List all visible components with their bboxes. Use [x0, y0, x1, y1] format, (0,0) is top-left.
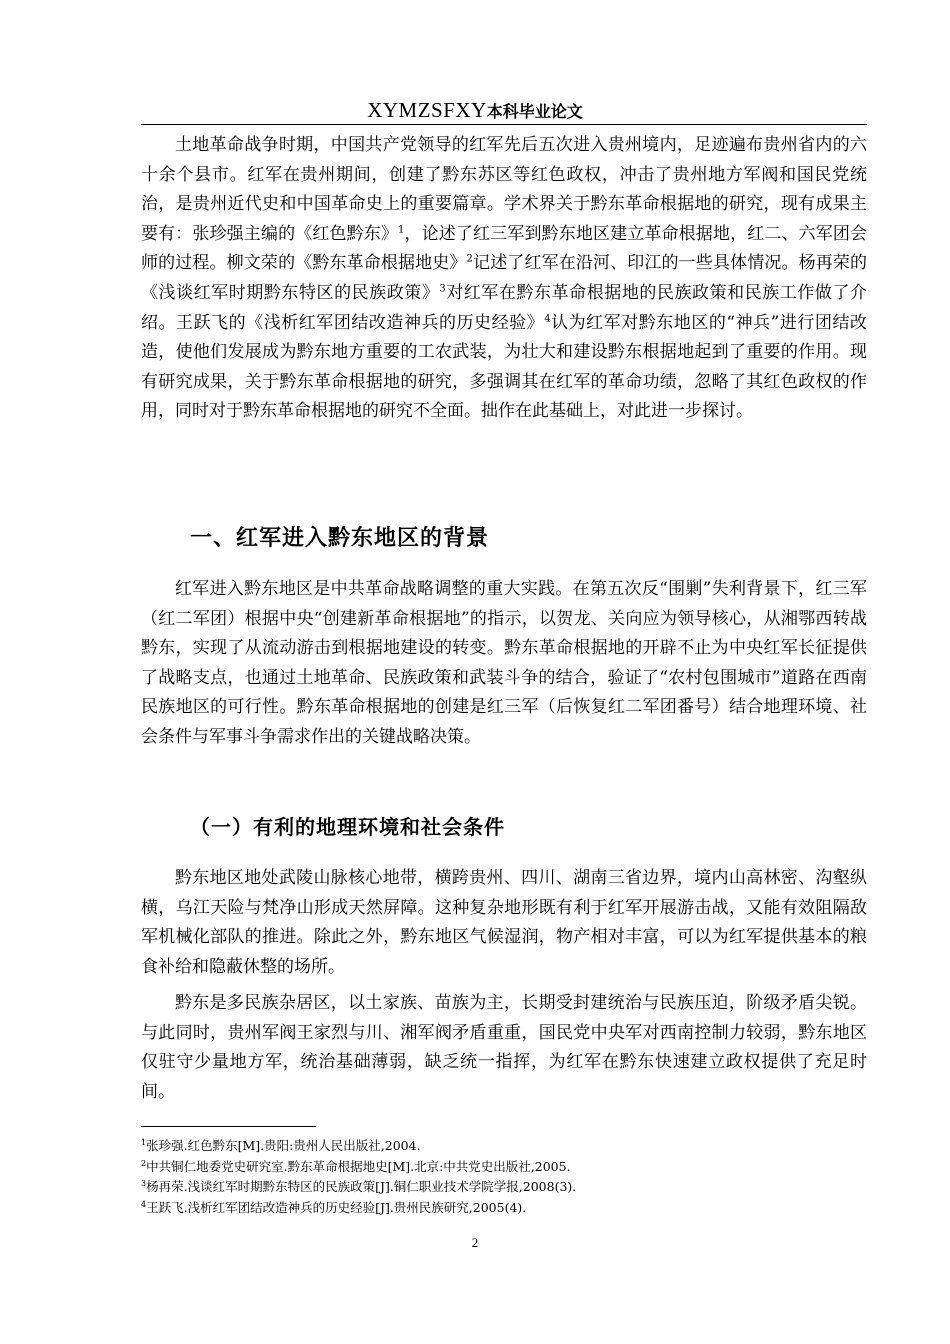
footnote-4: $^4$王跃飞.浅析红军团结改造神兵的历史经验[J].贵州民族研究,2005(4).	[141, 1199, 527, 1215]
running-header	[0, 98, 950, 124]
header-code: XYMZSFXY	[367, 98, 487, 122]
footnote-ref-2[interactable]: 2	[466, 253, 473, 265]
footnote-3: $^3$杨再荣.浅谈红军时期黔东特区的民族政策[J].铜仁职业技术学院学报,2008(3).	[141, 1178, 577, 1194]
footnote-separator	[141, 1126, 316, 1127]
header-title: 本科毕业论文	[486, 102, 583, 121]
footnotes	[141, 1136, 867, 1218]
section1-paragraph: 红军进入黔东地区是中共革命战略调整的重大实践。在第五次反“围剿”失利背景下，红三军（红二军团）根据中央“创建新革命根据地”的指示，以贺龙、关向应为领导核心，从湘鄂西转战黔东，实现了从流动游击到根据地建设的转变。黔东革命根据地的开辟不止为中央红军长征提供了战略支点，也通过土地革命、民族政策和武装斗争的结合，验证了“农村包围城市”道路在西南民族地区的可行性。黔东革命根据地的创建是红三军（后恢复红二军团番号）结合地理环境、社会条件与军事斗争需求作出的关键战略决策。	[141, 579, 867, 747]
subsection1-paragraph-2: 黔东是多民族杂居区，以土家族、苗族为主，长期受封建统治与民族压迫，阶级矛盾尖锐。与此同时，贵州军阀王家烈与川、湘军阀矛盾重重，国民党中央军对西南控制力较弱，黔东地区仅驻守少量地方军，统治基础薄弱，缺乏统一指挥，为红军在黔东快速建立政权提供了充足时间。	[141, 993, 867, 1102]
header-rule	[141, 124, 867, 125]
footnote-2: $^2$中共铜仁地委党史研究室.黔东革命根据地史[M].北京:中共党史出版社,2005.	[141, 1158, 571, 1174]
footnote-ref-3[interactable]: 3	[439, 283, 446, 295]
intro-paragraph: 土地革命战争时期，中国共产党领导的红军先后五次进入贵州境内，足迹遍布贵州省内的六十余个县市。红军在贵州期间，创建了黔东苏区等红色政权，冲击了贵州地方军阀和国民党统治，是贵州近代史和中国革命史上的重要篇章。学术界关于黔东革命根据地的研究，现有成果主要有：张珍强主编的《红色黔东》$^1$，论述了红三军到黔东地区建立革命根据地，红二、六军团会师的过程。柳文荣的《黔东革命根据地史》$^2$记述了红军在沿河、印江的一些具体情况。杨再荣的《浅谈红军时期黔东特区的民族政策》$^3$对红军在黔东革命根据地的民族政策和民族工作做了介绍。王跃飞的《浅析红军团结改造神兵的历史经验》$^4$认为红军对黔东地区的“神兵”进行团结改造，使他们发展成为黔东地方重要的工农武装，为壮大和建设黔东根据地起到了重要的作用。现有研究成果，关于黔东革命根据地的研究，多强调其在红军的革命功绩，忽略了其红色政权的作用，同时对于黔东革命根据地的研究不全面。拙作在此基础上，对此进一步探讨。	[141, 135, 868, 422]
subsection-heading-1: （一）有利的地理环境和社会条件	[190, 815, 505, 839]
page-number: 2	[471, 1235, 479, 1250]
section-heading-1: 一、红军进入黔东地区的背景	[190, 526, 490, 551]
footnote-ref-1[interactable]: 1	[398, 224, 405, 236]
subsection1-paragraph-1: 黔东地区地处武陵山脉核心地带，横跨贵州、四川、湖南三省边界，境内山高林密、沟壑纵横，乌江天险与梵净山形成天然屏障。这种复杂地形既有利于红军开展游击战，又能有效阻隔敌军机械化部队的推进。除此之外，黔东地区气候湿润，物产相对丰富，可以为红军提供基本的粮食补给和隐蔽休整的场所。	[141, 868, 867, 977]
footnote-1: $^1$张珍强.红色黔东[M].贵阳:贵州人民出版社,2004.	[141, 1137, 421, 1153]
footnote-ref-4[interactable]: 4	[544, 312, 551, 324]
